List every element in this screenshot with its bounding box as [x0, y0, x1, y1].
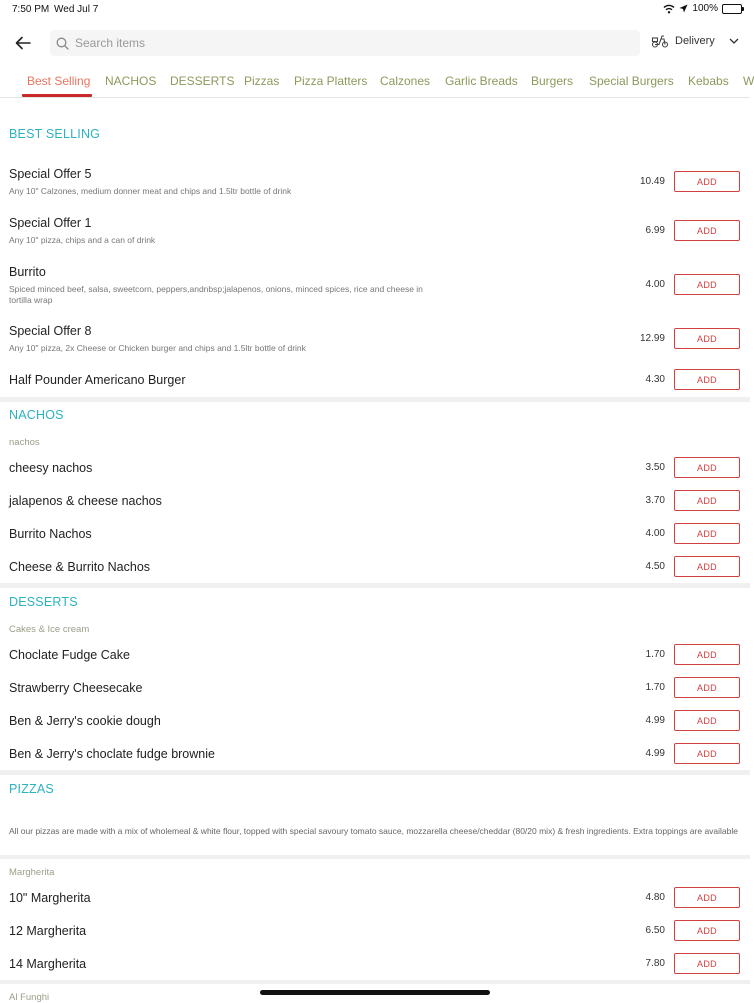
item-price: 4.80: [645, 892, 665, 903]
item-name: Choclate Fudge Cake: [9, 648, 130, 662]
tab-burgers[interactable]: Burgers: [531, 74, 574, 88]
add-button[interactable]: ADD: [674, 887, 740, 908]
section-divider: [0, 583, 750, 588]
status-bar: [0, 0, 750, 20]
item-price: 6.50: [645, 925, 665, 936]
tab-pizzas[interactable]: Pizzas: [244, 74, 280, 88]
item-price: 4.99: [645, 748, 665, 759]
back-button[interactable]: [12, 32, 34, 54]
item-price: 4.00: [645, 279, 665, 290]
section-subtitle: Cakes & Ice cream: [9, 624, 90, 635]
search-bar[interactable]: [50, 30, 640, 56]
section-subtitle: Margherita: [9, 867, 55, 878]
add-button[interactable]: ADD: [674, 274, 740, 295]
item-price: 4.50: [645, 561, 665, 572]
battery-percent: 100%: [692, 3, 718, 14]
item-name: 14 Margherita: [9, 957, 87, 971]
status-time: 7:50 PM: [12, 4, 50, 15]
section-divider: [0, 855, 750, 859]
add-button[interactable]: ADD: [674, 369, 740, 390]
item-name: Special Offer 5: [9, 167, 92, 181]
status-date: Wed Jul 7: [54, 4, 99, 15]
item-price: 1.70: [645, 649, 665, 660]
tab-kebabs[interactable]: Kebabs: [688, 74, 729, 88]
item-name: Ben & Jerry's cookie dough: [9, 714, 161, 728]
category-tabs: [0, 68, 754, 98]
battery-icon: [722, 4, 742, 14]
section-title-best-selling: BEST SELLING: [9, 127, 101, 141]
section-subtitle: nachos: [9, 437, 40, 448]
tab-pizza-platters[interactable]: Pizza Platters: [294, 74, 368, 88]
item-price: 3.50: [645, 462, 665, 473]
item-name: cheesy nachos: [9, 461, 93, 475]
tab-garlic-breads[interactable]: Garlic Breads: [445, 74, 518, 88]
item-price: 4.30: [645, 374, 665, 385]
add-button[interactable]: ADD: [674, 171, 740, 192]
item-price: 3.70: [645, 495, 665, 506]
item-description: Any 10" pizza, 2x Cheese or Chicken burger and chips and 1.5ltr bottle of drink: [9, 343, 306, 353]
search-icon: [56, 37, 69, 50]
item-name: Burrito Nachos: [9, 527, 92, 541]
tab-partial[interactable]: W: [743, 74, 754, 88]
delivery-selector[interactable]: [651, 34, 739, 48]
item-price: 6.99: [645, 225, 665, 236]
status-right: [663, 3, 742, 14]
location-arrow-icon: [679, 4, 688, 13]
tab-nachos[interactable]: NACHOS: [105, 74, 157, 88]
item-price: 1.70: [645, 682, 665, 693]
top-bar: [0, 28, 750, 58]
add-button[interactable]: ADD: [674, 677, 740, 698]
item-name: Burrito: [9, 265, 46, 279]
add-button[interactable]: ADD: [674, 743, 740, 764]
add-button[interactable]: ADD: [674, 328, 740, 349]
item-name: 12 Margherita: [9, 924, 87, 938]
add-button[interactable]: ADD: [674, 710, 740, 731]
item-price: 4.00: [645, 528, 665, 539]
add-button[interactable]: ADD: [674, 220, 740, 241]
arrow-left-icon: [15, 36, 31, 50]
item-price: 10.49: [639, 176, 665, 187]
add-button[interactable]: ADD: [674, 490, 740, 511]
add-button[interactable]: ADD: [674, 953, 740, 974]
add-button[interactable]: ADD: [674, 920, 740, 941]
item-price: 4.99: [645, 715, 665, 726]
item-description: Spiced minced beef, salsa, sweetcorn, peppers,andnbsp;jalapenos, onions, minced spices, rice and cheese in tortilla wrap: [9, 284, 423, 305]
section-divider: [0, 397, 750, 402]
tab-calzones[interactable]: Calzones: [380, 74, 431, 88]
item-price: 12.99: [639, 333, 665, 344]
item-description: Any 10" pizza, chips and a can of drink: [9, 235, 156, 245]
section-divider: [0, 980, 750, 984]
item-description: Any 10" Calzones, medium donner meat and chips and 1.5ltr bottle of drink: [9, 186, 292, 196]
section-title-nachos: NACHOS: [9, 408, 64, 422]
section-divider: [0, 770, 750, 775]
tab-special-burgers[interactable]: Special Burgers: [589, 74, 674, 88]
section-intro: All our pizzas are made with a mix of wholemeal & white flour, topped with special savoury tomato sauce, mozzarella cheese/cheddar (80/20 mix) & fresh ingredients. Extra toppings are available: [9, 826, 739, 836]
active-tab-indicator: [22, 94, 92, 97]
add-button[interactable]: ADD: [674, 556, 740, 577]
item-name: Special Offer 1: [9, 216, 92, 230]
item-name: jalapenos & cheese nachos: [9, 494, 162, 508]
add-button[interactable]: ADD: [674, 523, 740, 544]
home-indicator: [260, 990, 490, 995]
item-name: Half Pounder Americano Burger: [9, 373, 186, 387]
section-title-desserts: DESSERTS: [9, 595, 78, 609]
section-subtitle: Al Funghi: [9, 992, 50, 1003]
scooter-icon: [651, 34, 669, 48]
search-input[interactable]: [75, 36, 615, 50]
item-name: Cheese & Burrito Nachos: [9, 560, 151, 574]
add-button[interactable]: ADD: [674, 457, 740, 478]
item-name: Special Offer 8: [9, 324, 92, 338]
tab-desserts[interactable]: DESSERTS: [170, 74, 235, 88]
item-name: Strawberry Cheesecake: [9, 681, 143, 695]
delivery-label: Delivery: [675, 35, 715, 47]
wifi-icon: [663, 4, 675, 14]
item-name: Ben & Jerry's choclate fudge brownie: [9, 747, 215, 761]
add-button[interactable]: ADD: [674, 644, 740, 665]
item-name: 10" Margherita: [9, 891, 91, 905]
chevron-down-icon: [729, 38, 739, 44]
item-price: 7.80: [645, 958, 665, 969]
tab-best-selling[interactable]: Best Selling: [27, 74, 91, 88]
section-title-pizzas: PIZZAS: [9, 782, 54, 796]
